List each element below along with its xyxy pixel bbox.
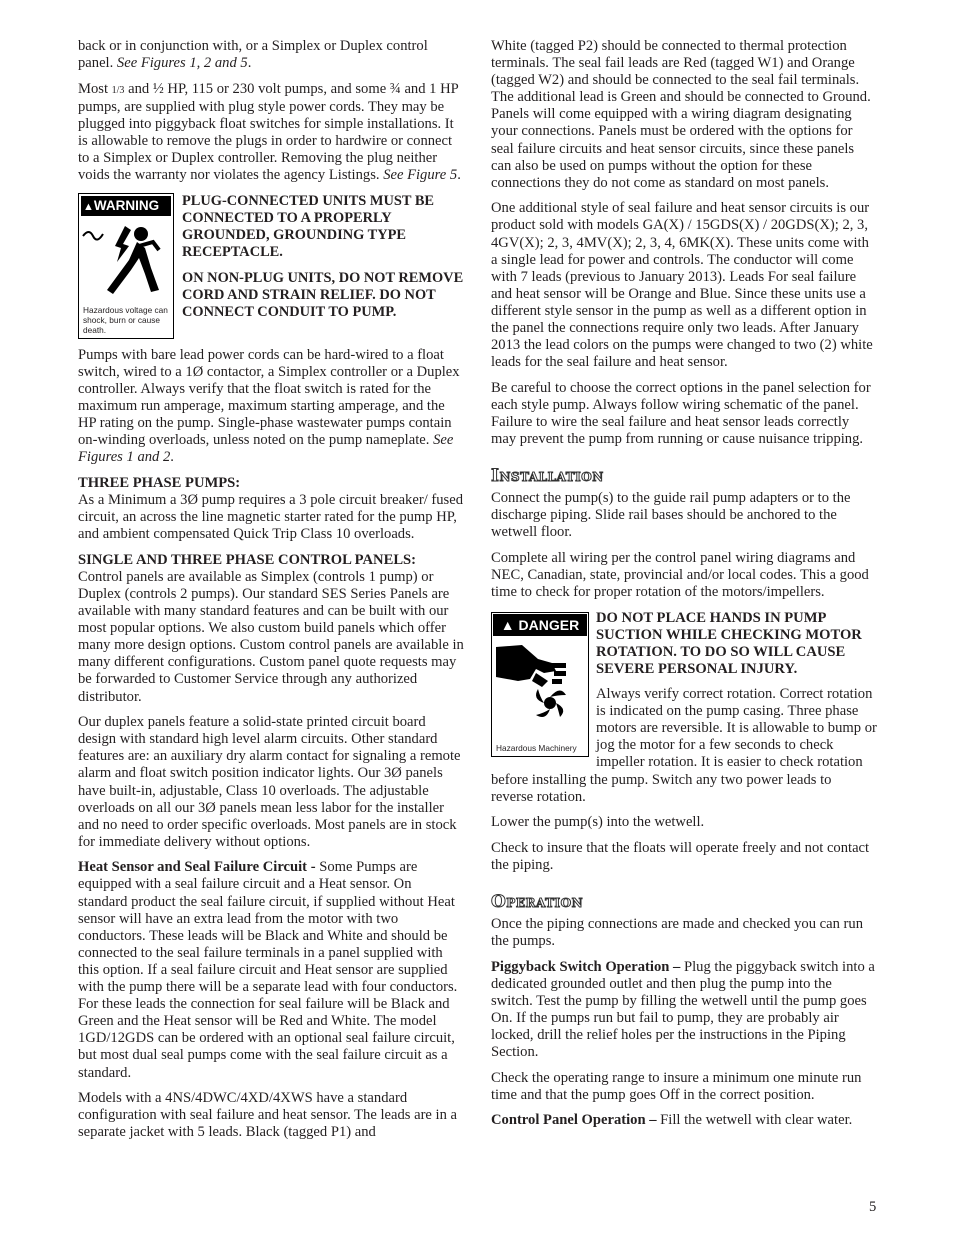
paragraph: White (tagged P2) should be connected to thermal protection terminals. The seal fail leads are Red (tagged W1) and Orange (tagged W2) and should be connected to the seal fail terminals. The additional lead is Green and should be connected to Ground. Panels will come equipped with a wiring diagram designating your connections. Panels must be ordered with the options for seal failure circuits and heat sensor circuits, since these panels can also be used on pumps without the option for these connections they do not come as standard on most panels. [491, 38, 871, 191]
electric-shock-warning-icon [79, 218, 173, 298]
text: and 1 HP pumps, are supplied with plug style power cords. They may be plugged into piggyback float switches for simple installations. It is allowable to remove the plugs in order to hardwire or connect to a Simplex or Duplex controller. Removing the plug neither voids the warranty nor violates the agency Listings. [78, 80, 459, 184]
danger-caption: Hazardous Machinery [496, 742, 577, 753]
warning-text [182, 193, 464, 339]
danger-block [491, 610, 877, 806]
subheading: THREE PHASE PUMPS: [78, 474, 241, 491]
paragraph: Models with a 4NS/4DWC/4XD/4XWS have a standard configuration with seal failure and heat sensor. The leads are in a separate jacket with 5 leads. Black (tagged P1) and [78, 1090, 458, 1141]
alert-triangle-icon: ▲ [83, 200, 94, 213]
paragraph [78, 859, 464, 1081]
warning-header [81, 196, 171, 216]
warning-box [78, 193, 174, 339]
text: . [170, 449, 174, 466]
paragraph: Be careful to choose the correct options in the panel selection for each style pump. Always follow wiring schematic of the panel. Failure to wire the seal failure and heat sensor leads correctly may prevent the pump from running or cause nuisance tripping. [491, 379, 871, 448]
text: Most [78, 80, 112, 97]
subheading: Heat Sensor and Seal Failure Circuit - [78, 859, 316, 876]
section-heading-operation: Operation [491, 892, 584, 913]
page-number: 5 [869, 1199, 877, 1215]
paragraph: Check to insure that the floats will operate freely and not contact the piping. [491, 839, 870, 873]
figure-ref: See Figures 1 and 2 [78, 432, 454, 466]
warning-caption: Hazardous voltage can shock, burn or cause death. [83, 304, 168, 335]
paragraph: Once the piping connections are made and checked you can run the pumps. [491, 916, 863, 950]
figure-ref: See Figure 5 [383, 167, 458, 184]
paragraph: Check the operating range to insure a minimum one minute run time and that the pump goes Off in the correct position. [491, 1069, 862, 1103]
warning-text-2: ON NON-PLUG UNITS, DO NOT REMOVE CORD AND STRAIN RELIEF. DO NOT CONNECT CONDUIT TO PUMP. [182, 269, 464, 320]
text: . [457, 167, 461, 184]
danger-header [493, 614, 587, 636]
paragraph: Lower the pump(s) into the wetwell. [491, 814, 705, 831]
left-column [78, 38, 464, 1150]
fraction: ¾ [389, 80, 401, 97]
warning-block [78, 193, 464, 339]
paragraph [78, 38, 464, 72]
paragraph: One additional style of seal failure and heat sensor circuits is our product sold with models GA(X) / 15GDS(X) / 20GDS(X); 2, 3, 4GV(X); 2, 3, 4MV(X); 2, 3, 4, 6MK(X). These units come with a single lead for power and controls. The conductor will come with 7 leads (previous to January 2013). Leads For seal failure and heat sensor will be Orange and Blue. Since these units use a different style sensor in the pump as well as a different option in the panel the connections require only two leads. After January 2013 the lead colors on the pumps were changed to two (2) white leads for the seal failure and heat sensor. [491, 200, 873, 371]
paragraph: Connect the pump(s) to the guide rail pump adapters or to the discharge piping. Slide rail bases should be anchored to the wetwell floor. [491, 490, 851, 541]
figure-ref: See Figures 1, 2 and 5 [116, 55, 248, 72]
alert-triangle-icon: ▲ [500, 616, 519, 633]
paragraph [78, 552, 464, 706]
text: As a Minimum a 3Ø pump requires a 3 pole circuit breaker/ fused circuit, an across the line magnetic starter rated for the pump HP, and ambient compensated Quick Trip Class 10 overloads. [78, 492, 464, 543]
danger-box [491, 612, 589, 757]
paragraph [78, 475, 464, 543]
warning-label: WARNING [93, 197, 160, 213]
paragraph [491, 1112, 877, 1129]
subheading: Piggyback Switch Operation – [491, 958, 681, 975]
paragraph: Our duplex panels feature a solid-state printed circuit board design with standard high level alarm circuits. Other standard features are: an auxiliary dry alarm contact for signaling a remote alarm and float switch position indicator lights. Our 3Ø panels have built-in, adjustable, Class 10 overloads. The adjustable overloads on all our 3Ø panels mean less labor for the installer and no need to order specific overloads. Most panels are in stock for immediate delivery without options. [78, 714, 461, 850]
paragraph [78, 347, 464, 467]
fraction: ½ [152, 80, 164, 97]
hazardous-machinery-icon [492, 637, 588, 732]
text: back or in conjunction with, or a Simplex or Duplex control panel. [78, 38, 428, 72]
text: . [247, 55, 252, 72]
paragraph [78, 81, 464, 185]
subheading: Control Panel Operation – [491, 1112, 657, 1129]
danger-label: DANGER [518, 616, 580, 633]
text: Pumps with bare lead power cords can be hard-wired to a float switch, wired to a 1Ø contactor, a Simplex controller or a Duplex controller. Always verify that the float switch is rated for the maximum run amperage, maximum starting amperage, and the HP rating on the pump. Single-phase wastewater pumps contain on-winding overloads, unless noted on the pump nameplate. [78, 346, 460, 449]
danger-text: DO NOT PLACE HANDS IN PUMP SUCTION WHILE CHECKING MOTOR ROTATION. TO DO SO WILL CAUSE SEVERE PERSONAL INJURY. [596, 609, 862, 677]
text: Control panels are available as Simplex (controls 1 pump) or Duplex (controls 2 pumps). Our standard SES Series Panels are available with many standard features and can be built with our most popular options. We also custom build panels which offer many more design options. Custom control panels are available in many different configurations. Custom panel quote requests may be forwarded to Customer Service through any authorized distributor. [78, 568, 464, 705]
text: Plug the piggyback switch into a dedicated grounded outlet and then plug the pump into the switch. Test the pump by filling the wetwell until the pump goes On. If the pumps run but fail to pump, they are probably air locked, drill the relief holes per the instructions in the Piping Section. [491, 958, 875, 1061]
paragraph [491, 959, 877, 1062]
text: Fill the wetwell with clear water. [656, 1112, 853, 1129]
text: Some Pumps are equipped with a seal failure circuit and a Heat sensor. On standard product the seal failure circuit, if supplied without Heat sensor will have an extra lead from the motor with two conductors. These leads will be Black and White and should be connected to the seal failure terminals in a panel supplied with this option. If a seal failure circuit and Heat sensor are supplied with the pump there will be a separate lead with four conductors. For these leads the connection for seal failure will be Black and Green and the Heat sensor will be Red and White. The model 1GD/12GDS can be ordered with an optional seal failure circuit, but most dual seal pumps come with the seal failure circuit as a standard. [78, 859, 458, 1081]
paragraph: Always verify correct rotation. Correct rotation is indicated on the pump casing. Three phase motors are reversible. It is allowable to bump or jog the motor for a few seconds to check impeller rotation. It is easier to check rotation before installing the pump. Switch any two power leads to reverse rotation. [491, 686, 877, 805]
section-heading-installation: Installation [491, 466, 604, 487]
text: HP, 115 or 230 volt pumps, and some [163, 80, 390, 97]
warning-text-1: PLUG-CONNECTED UNITS MUST BE CONNECTED TO A PROPERLY GROUNDED, GROUNDING TYPE RECEPTACLE. [182, 192, 435, 261]
right-column [491, 38, 877, 1138]
subheading: SINGLE AND THREE PHASE CONTROL PANELS: [78, 551, 417, 568]
text: and [124, 80, 153, 97]
paragraph: Complete all wiring per the control panel wiring diagrams and NEC, Canadian, state, provincial and/or local codes. This a good time to check for proper rotation of the motors/impellers. [491, 549, 869, 601]
fraction: 1/3 [111, 84, 125, 96]
